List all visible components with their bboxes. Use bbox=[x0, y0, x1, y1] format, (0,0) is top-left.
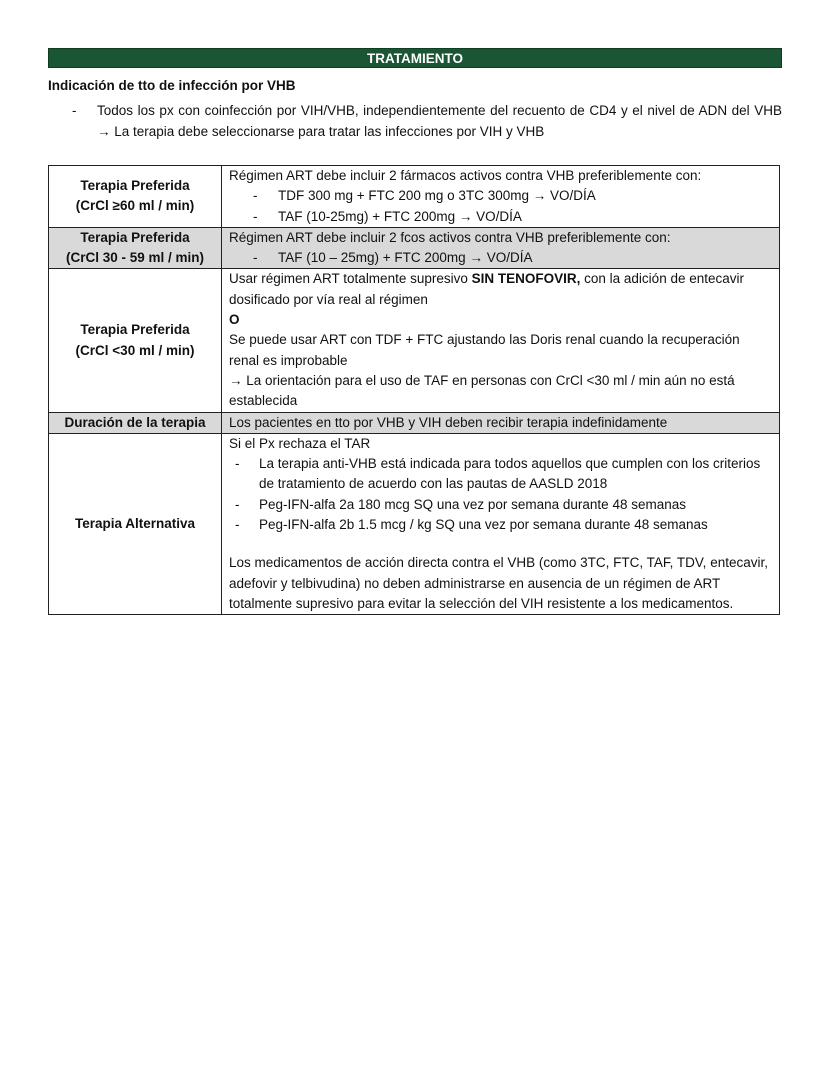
list-item-text: TAF (10-25mg) + FTC 200mg → VO/DÍA bbox=[278, 208, 522, 224]
row-content bbox=[222, 166, 780, 228]
bullet-mark: - bbox=[235, 517, 240, 533]
list-item bbox=[229, 186, 772, 206]
row-label-line: Terapia Preferida bbox=[80, 229, 190, 245]
row-content bbox=[222, 227, 780, 269]
row-label-line: (CrCl 30 - 59 ml / min) bbox=[65, 250, 205, 266]
list-item bbox=[229, 248, 772, 268]
table-row bbox=[49, 433, 780, 614]
or-separator: O bbox=[229, 312, 240, 328]
table-row bbox=[49, 227, 780, 269]
list-item-text: La terapia anti-VHB está indicada para todos aquellos que cumplen con los criterios de tratamiento de acuerdo con las pautas de AASLD 2018 bbox=[259, 456, 761, 492]
indication-title: Indicación de tto de infección por VHB bbox=[48, 78, 296, 93]
bullet-mark: - bbox=[253, 250, 258, 266]
row-paragraph: Se puede usar ART con TDF + FTC ajustando las Doris renal cuando la recuperación renal es improbable bbox=[229, 332, 740, 368]
row-label: Terapia Alternativa bbox=[49, 433, 222, 614]
list-item bbox=[229, 454, 772, 495]
list-item bbox=[229, 495, 772, 515]
therapy-table bbox=[48, 165, 780, 615]
row-paragraph: → La orientación para el uso de TAF en personas con CrCl <30 ml / min aún no está establecida bbox=[229, 372, 735, 409]
bullet-mark: - bbox=[235, 496, 240, 512]
table-row bbox=[49, 166, 780, 228]
row-label-line: (CrCl <30 ml / min) bbox=[75, 342, 195, 358]
emphasis-text: SIN TENOFOVIR, bbox=[471, 271, 581, 287]
section-header: TRATAMIENTO bbox=[48, 48, 782, 68]
row-lead: Régimen ART debe incluir 2 fármacos activos contra VHB preferiblemente con: bbox=[229, 168, 702, 183]
list-item-text: Peg-IFN-alfa 2a 180 mcg SQ una vez por semana durante 48 semanas bbox=[259, 496, 686, 512]
paragraph-text: Usar régimen ART totalmente supresivo bbox=[229, 271, 472, 287]
row-content: Los pacientes en tto por VHB y VIH deben recibir terapia indefinidamente bbox=[222, 412, 780, 433]
row-label-line: Terapia Preferida bbox=[80, 322, 190, 338]
row-lead: Régimen ART debe incluir 2 fcos activos contra VHB preferiblemente con: bbox=[229, 229, 671, 245]
row-label bbox=[49, 227, 222, 269]
bullet-mark: - bbox=[72, 103, 77, 118]
row-content bbox=[222, 269, 780, 412]
table-row bbox=[49, 412, 780, 433]
indication-bullet bbox=[48, 100, 782, 142]
row-paragraph: Los medicamentos de acción directa contra el VHB (como 3TC, FTC, TAF, TDV, entecavir, adefovir y telbivudina) no deben administrarse en ausencia de un régimen de ART totalmente supresivo para evitar la selección del VIH resistente a los medicamentos. bbox=[229, 555, 768, 611]
row-label bbox=[49, 269, 222, 412]
row-label bbox=[49, 166, 222, 228]
list-item bbox=[229, 207, 772, 227]
table-row bbox=[49, 269, 780, 412]
row-paragraph bbox=[229, 269, 772, 310]
indication-text: Todos los px con coinfección por VIH/VHB, independientemente del recuento de CD4 y el nivel de ADN del VHB → La terapia debe seleccionarse para tratar las infecciones por VIH y VHB bbox=[97, 103, 782, 139]
bullet-mark: - bbox=[253, 188, 258, 204]
row-label-line: Terapia Preferida bbox=[80, 178, 190, 194]
paragraph-text: con la adición de entecavir dosificado por vía real al régimen bbox=[229, 271, 744, 307]
list-item bbox=[229, 515, 772, 535]
row-content bbox=[222, 433, 780, 614]
row-label: Duración de la terapia bbox=[49, 412, 222, 433]
list-item-text: Peg-IFN-alfa 2b 1.5 mcg / kg SQ una vez por semana durante 48 semanas bbox=[259, 517, 708, 533]
list-item-text: TAF (10 – 25mg) + FTC 200mg → VO/DÍA bbox=[278, 250, 533, 266]
list-item-text: TDF 300 mg + FTC 200 mg o 3TC 300mg → VO/DÍA bbox=[278, 188, 596, 204]
bullet-mark: - bbox=[253, 208, 258, 224]
bullet-mark: - bbox=[235, 456, 240, 472]
row-label-line: (CrCl ≥60 ml / min) bbox=[75, 198, 195, 214]
row-lead: Si el Px rechaza el TAR bbox=[229, 435, 371, 451]
